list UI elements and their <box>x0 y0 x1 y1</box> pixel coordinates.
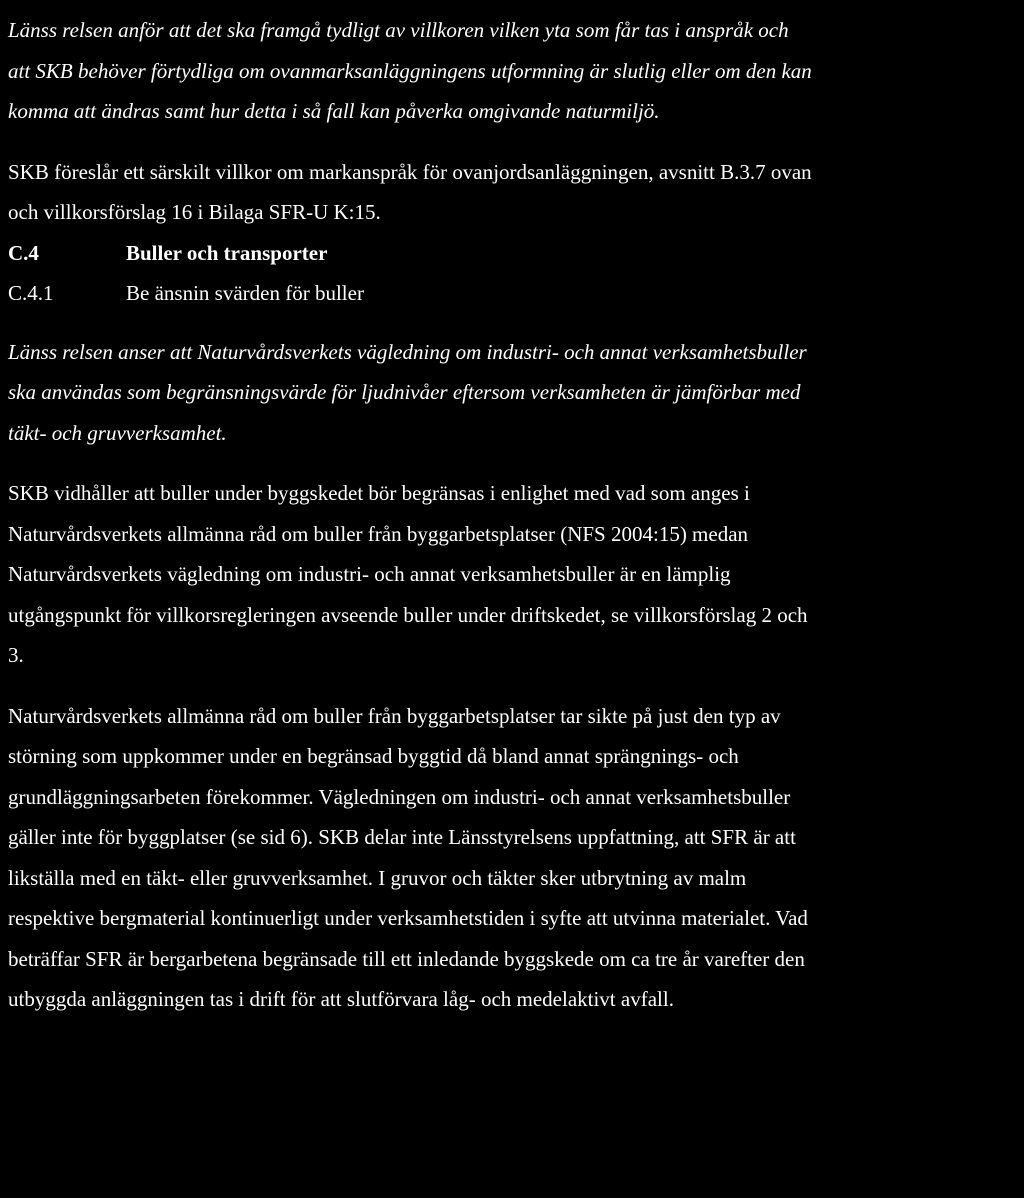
paragraph-skb-markansprak <box>8 152 1018 233</box>
text-line: och villkorsförslag 16 i Bilaga SFR-U K:15. <box>8 200 381 224</box>
text-line: Naturvårdsverkets allmänna råd om buller från byggarbetsplatser tar sikte på just den typ av <box>8 703 781 728</box>
paragraph-lansstyrelsen-markansprak <box>8 10 1018 132</box>
section-number: C.4.1 <box>8 281 54 305</box>
text-line: utbyggda anläggningen tas i drift för att slutförvara låg- och medelaktivt avfall. <box>8 987 674 1011</box>
text-line: 3. <box>8 643 24 667</box>
text-line: Naturvårdsverkets vägledning om industri- och annat verksamhetsbuller är en lämplig <box>8 562 731 586</box>
text-line: komma att ändras samt hur detta i så fall kan påverka omgivande naturmiljö. <box>8 99 660 123</box>
text-line: Naturvårdsverkets allmänna råd om buller från byggarbetsplatser (NFS 2004:15) medan <box>8 521 749 546</box>
paragraph-skb-buller <box>8 473 1018 676</box>
section-title: Be änsnin svärden för buller <box>126 281 364 305</box>
text-line: respektive bergmaterial kontinuerligt under verksamhetstiden i syfte att utvinna materialet. Vad <box>8 906 808 930</box>
text-line: likställa med en täkt- eller gruvverksamhet. I gruvor och täkter sker utbrytning av malm <box>8 865 747 890</box>
document-page <box>8 10 1018 1020</box>
text-line: SKB vidhåller att buller under byggskedet bör begränsas i enlighet med vad som anges i <box>8 481 750 505</box>
text-line: beträffar SFR är bergarbetena begränsade till ett inledande byggskede om ca tre år varefter den <box>8 946 805 971</box>
text-line: gäller inte för byggplatser (se sid 6). SKB delar inte Länsstyrelsens uppfattning, att SFR är att <box>8 825 796 849</box>
section-title: Buller och transporter <box>126 240 328 265</box>
paragraph-byggarbetsplatser <box>8 696 1018 1020</box>
section-heading-c41 <box>8 273 1018 314</box>
text-line: täkt- och gruvverksamhet. <box>8 420 227 445</box>
text-line: Länss relsen anför att det ska framgå tydligt av villkoren vilken yta som får tas i anspråk och <box>8 18 789 42</box>
text-line: utgångspunkt för villkorsregleringen avseende buller under driftskedet, se villkorsförslag 2 och <box>8 602 808 627</box>
text-line: ska användas som begränsningsvärde för ljudnivåer eftersom verksamheten är jämförbar med <box>8 380 801 404</box>
text-line: SKB föreslår ett särskilt villkor om markanspråk för ovanjordsanläggningen, avsnitt B.3.7 ovan <box>8 159 812 184</box>
section-number: C.4 <box>8 240 39 265</box>
text-line: grundläggningsarbeten förekommer. Vägledningen om industri- och annat verksamhetsbuller <box>8 784 791 809</box>
paragraph-lansstyrelsen-buller <box>8 332 1018 454</box>
text-line: Länss relsen anser att Naturvårdsverkets vägledning om industri- och annat verksamhetsbuller <box>8 339 807 364</box>
section-heading-c4 <box>8 233 1018 274</box>
text-line: att SKB behöver förtydliga om ovanmarksanläggningens utformning är slutlig eller om den kan <box>8 58 812 83</box>
text-line: störning som uppkommer under en begränsad byggtid då bland annat sprängnings- och <box>8 744 739 768</box>
